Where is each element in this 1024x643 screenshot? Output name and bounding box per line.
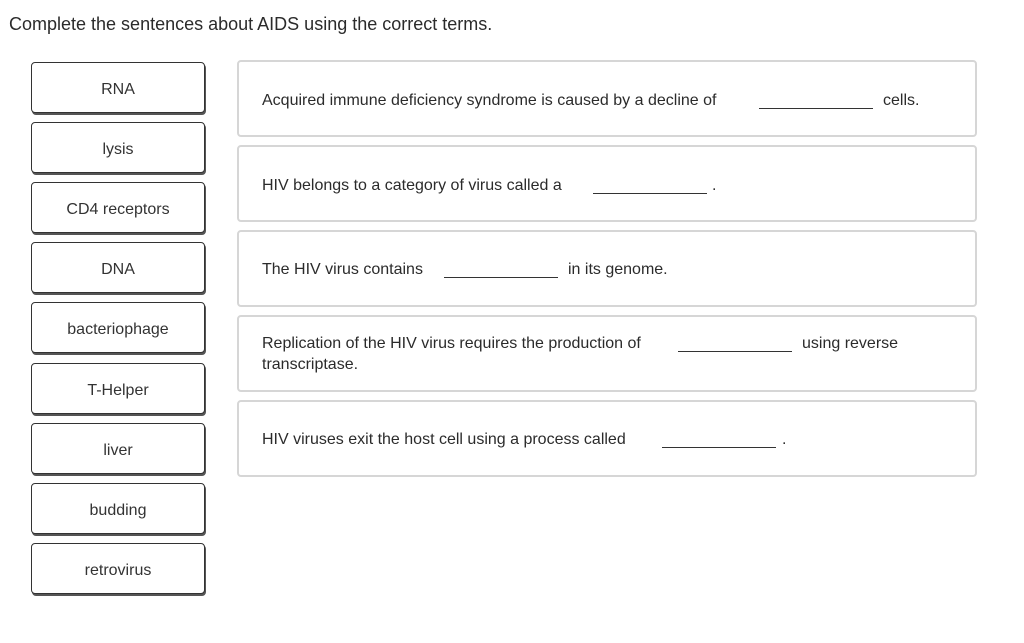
term-tile-bacteriophage[interactable] (31, 302, 205, 353)
sentence-box-4 (237, 315, 977, 392)
sentence-text-before: HIV viruses exit the host cell using a process called (262, 431, 626, 448)
sentence-text-after: in its genome. (568, 261, 668, 278)
sentence-text-after: using reverse (802, 335, 899, 352)
sentence-text-after: cells. (883, 92, 920, 109)
sentence-box-2 (237, 145, 977, 222)
sentence-text-before: Acquired immune deficiency syndrome is caused by a decline of (262, 92, 717, 109)
term-tile-rna[interactable] (31, 62, 205, 113)
term-tile-t-helper[interactable] (31, 363, 205, 414)
term-label: DNA (101, 261, 135, 278)
term-tile-lysis[interactable] (31, 122, 205, 173)
sentence-text-after: . (782, 431, 787, 448)
term-label: liver (103, 442, 133, 459)
term-label: RNA (101, 81, 135, 98)
term-label: bacteriophage (67, 321, 169, 338)
answer-blank[interactable] (662, 447, 776, 448)
sentence-box-1 (237, 60, 977, 137)
term-label: T-Helper (87, 382, 149, 399)
term-label: budding (89, 502, 147, 519)
sentence-text-before: The HIV virus contains (262, 261, 423, 278)
term-tile-liver[interactable] (31, 423, 205, 474)
sentence-box-3 (237, 230, 977, 307)
term-label: retrovirus (84, 562, 152, 579)
term-tile-cd4-receptors[interactable] (31, 182, 205, 233)
sentence-text-after: . (712, 177, 717, 194)
instruction-text: Complete the sentences about AIDS using the correct terms. (9, 14, 493, 34)
answer-blank[interactable] (593, 193, 707, 194)
term-tile-dna[interactable] (31, 242, 205, 293)
sentence-box-5 (237, 400, 977, 477)
answer-blank[interactable] (759, 108, 873, 109)
term-label: lysis (102, 141, 134, 158)
answer-blank[interactable] (444, 277, 558, 278)
term-label: CD4 receptors (66, 201, 170, 218)
term-tile-retrovirus[interactable] (31, 543, 205, 594)
sentence-text-continuation: transcriptase. (262, 356, 359, 373)
answer-blank[interactable] (678, 351, 792, 352)
term-tile-budding[interactable] (31, 483, 205, 534)
sentence-text-before: Replication of the HIV virus requires the production of (262, 335, 641, 352)
sentence-text-before: HIV belongs to a category of virus called a (262, 177, 562, 194)
